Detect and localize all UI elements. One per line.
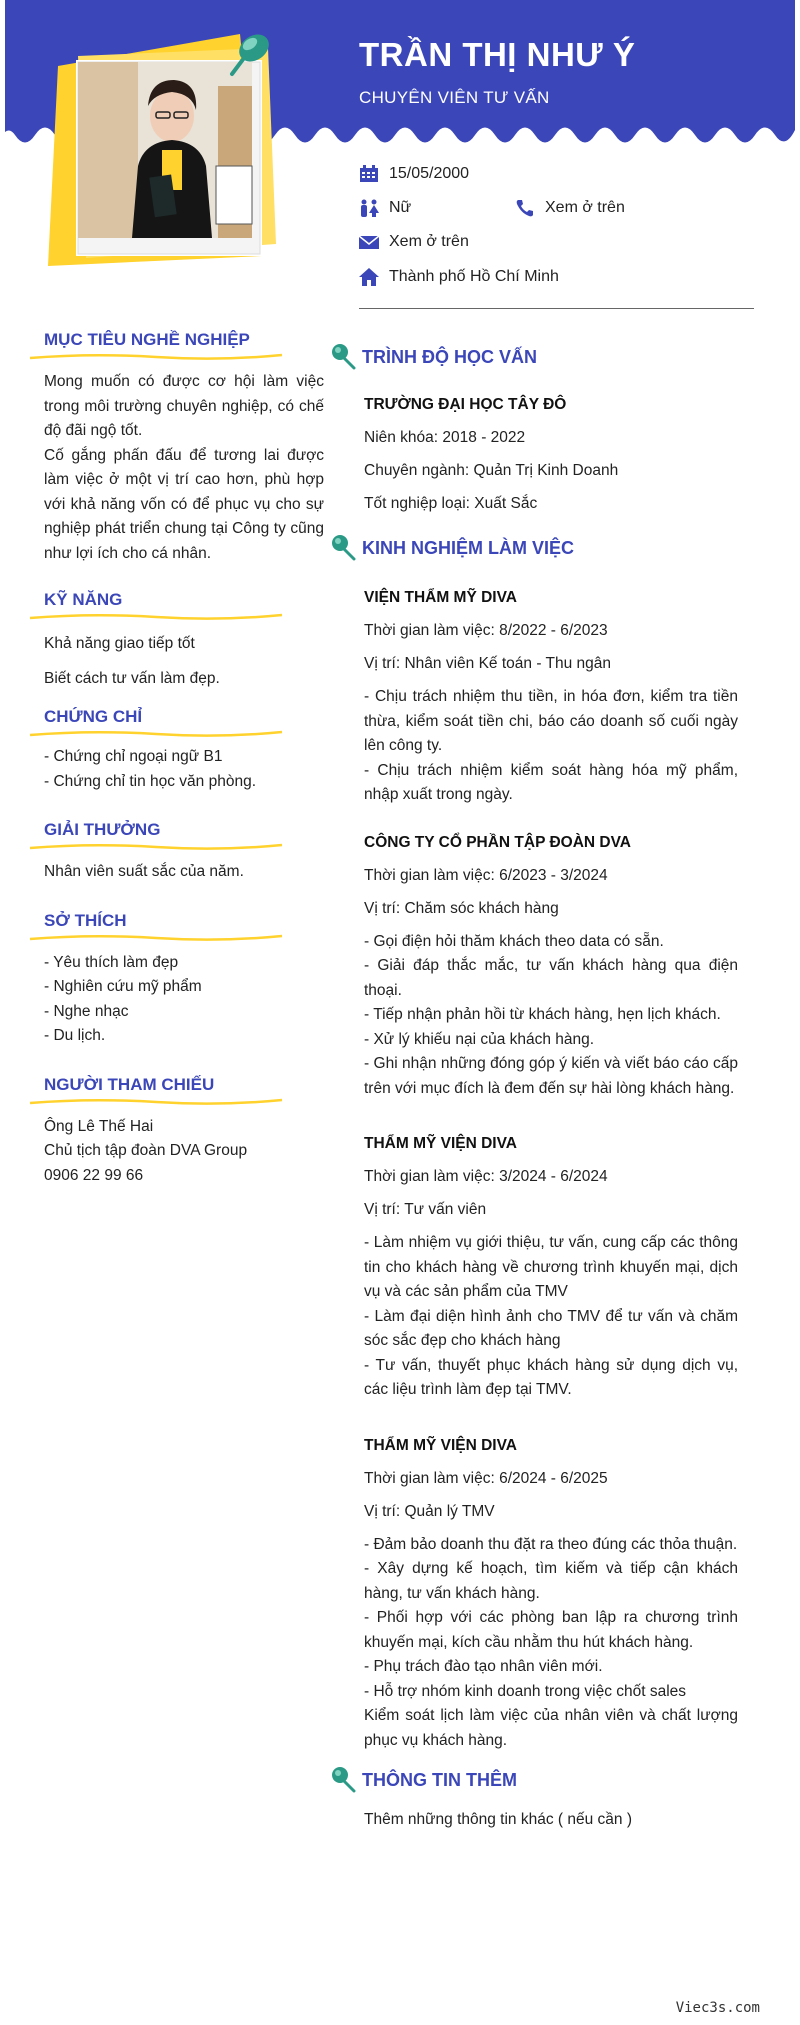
email-value: Xem ở trên — [389, 233, 469, 250]
hobby-item: - Nghe nhạc — [44, 1002, 129, 1020]
section-underline — [28, 1097, 284, 1107]
job-duty: - Gọi điện hỏi thăm khách theo data có sẵn. — [364, 932, 664, 950]
education-major: Chuyên ngành: Quản Trị Kinh Doanh — [364, 462, 619, 479]
job-duty: - Giải đáp thắc mắc, tư vấn khách hàng qua điện thoại. — [364, 957, 738, 999]
job-period: Thời gian làm việc: 3/2024 - 6/2024 — [364, 1168, 608, 1185]
job-duty: - Tiếp nhận phản hồi từ khách hàng, hẹn lịch khách. — [364, 1006, 721, 1023]
phone-icon — [515, 199, 535, 217]
job-entry — [330, 589, 740, 808]
hobbies-title: SỞ THÍCH — [44, 910, 127, 930]
job-duty: - Hỗ trợ nhóm kinh doanh trong việc chốt sales — [364, 1682, 687, 1700]
section-underline — [28, 352, 284, 362]
additional-text: Thêm những thông tin khác ( nếu cần ) — [364, 1811, 633, 1828]
address-value: Thành phố Hồ Chí Minh — [389, 268, 559, 285]
candidate-name: TRẦN THỊ NHƯ Ý — [359, 36, 636, 73]
certificates-section — [28, 707, 298, 794]
job-duty: - Làm đại diện hình ảnh cho TMV để tư vấn và chăm sóc sắc đẹp cho khách hàng — [364, 1307, 738, 1349]
references-title: NGƯỜI THAM CHIẾU — [44, 1074, 215, 1094]
objective-section — [28, 330, 324, 566]
experience-section — [330, 531, 740, 1753]
education-section — [330, 340, 740, 513]
job-period: Thời gian làm việc: 8/2022 - 6/2023 — [364, 622, 608, 639]
pin-icon — [330, 533, 356, 563]
skill-item: Khả năng giao tiếp tốt — [44, 635, 195, 652]
profile-photo-frame — [40, 26, 290, 276]
right-column — [330, 340, 740, 1829]
contact-birthday — [359, 165, 469, 183]
contact-email — [359, 233, 469, 251]
job-duty: Kiểm soát lịch làm việc của nhân viên và chất lượng phục vụ khách hàng. — [364, 1707, 738, 1749]
certificates-title: CHỨNG CHỈ — [44, 707, 143, 726]
job-duty: - Ghi nhận những đóng góp ý kiến và viết báo cáo cấp trên với mục đích là đem đến sự hài lòng khách hàng. — [364, 1055, 738, 1097]
skill-item: Biết cách tư vấn làm đẹp. — [44, 669, 220, 687]
section-underline — [28, 612, 284, 622]
hobby-item: - Yêu thích làm đẹp — [44, 953, 179, 971]
additional-section — [330, 1763, 740, 1829]
job-period: Thời gian làm việc: 6/2024 - 6/2025 — [364, 1469, 608, 1487]
reference-phone: 0906 22 99 66 — [44, 1166, 144, 1184]
references-section — [28, 1075, 298, 1189]
job-company: VIỆN THẨM MỸ DIVA — [364, 589, 517, 606]
certificate-item: - Chứng chỉ tin học văn phòng. — [44, 772, 257, 790]
job-position: Vị trí: Chăm sóc khách hàng — [364, 899, 559, 917]
hobby-item: - Du lịch. — [44, 1027, 106, 1044]
contact-address — [359, 268, 559, 286]
reference-name: Ông Lê Thế Hai — [44, 1117, 154, 1135]
home-icon — [359, 268, 379, 286]
objective-title: MỤC TIÊU NGHỀ NGHIỆP — [44, 330, 250, 349]
education-title: TRÌNH ĐỘ HỌC VẤN — [362, 346, 537, 367]
job-position: Vị trí: Tư vấn viên — [364, 1201, 487, 1218]
awards-section — [28, 820, 298, 885]
calendar-icon — [359, 165, 379, 183]
hobbies-section — [28, 911, 298, 1049]
job-entry — [330, 834, 740, 1102]
watermark: Viec3s.com — [675, 2000, 760, 2016]
gender-value: Nữ — [389, 199, 412, 216]
objective-text-1: Mong muốn có được cơ hội làm việc trong môi trường chuyên nghiệp, có chế độ đãi ngộ tốt. — [44, 373, 324, 439]
email-icon — [359, 233, 379, 251]
job-company: CÔNG TY CỔ PHẦN TẬP ĐOÀN DVA — [364, 833, 631, 851]
section-underline — [28, 933, 284, 943]
contact-gender — [359, 199, 411, 217]
left-column — [28, 330, 324, 1188]
job-company: THẨM MỸ VIỆN DIVA — [364, 1436, 517, 1454]
job-duty: - Phối hợp với các phòng ban lập ra chương trình khuyến mại, kích cầu nhằm thu hút khách hàng. — [364, 1609, 738, 1651]
skills-section — [28, 590, 298, 691]
job-period: Thời gian làm việc: 6/2023 - 3/2024 — [364, 866, 608, 884]
experience-title: KINH NGHIỆM LÀM VIỆC — [362, 537, 575, 558]
job-duty: - Tư vấn, thuyết phục khách hàng sử dụng dịch vụ, các liệu trình làm đẹp tại TMV. — [364, 1356, 738, 1398]
job-duty: - Xử lý khiếu nại của khách hàng. — [364, 1030, 595, 1048]
job-entry — [330, 1135, 740, 1403]
job-duty: - Đảm bảo doanh thu đặt ra theo đúng các thỏa thuận. — [364, 1535, 738, 1553]
skills-title: KỸ NĂNG — [44, 590, 123, 609]
job-entry — [330, 1437, 740, 1754]
certificate-item: - Chứng chỉ ngoại ngữ B1 — [44, 748, 223, 765]
contact-phone — [515, 199, 625, 217]
job-duty: - Xây dựng kế hoạch, tìm kiếm và tiếp cận khách hàng, tư vấn khách hàng. — [364, 1560, 738, 1602]
hobby-item: - Nghiên cứu mỹ phẩm — [44, 978, 202, 995]
section-underline — [28, 729, 284, 739]
pin-icon — [330, 342, 356, 372]
objective-text-2: Cố gắng phấn đấu để tương lai được làm việc ở một vị trí cao hơn, phù hợp với khả năng vốn có để phục vụ cho sự nghiệp phát triển chung tại Công ty cũng như lợi ích cho cá nhân. — [44, 446, 324, 562]
school-name: TRƯỜNG ĐẠI HỌC TÂY ĐÔ — [364, 396, 567, 413]
pin-icon — [330, 1765, 356, 1795]
phone-value: Xem ở trên — [545, 199, 625, 216]
job-duty: - Làm nhiệm vụ giới thiệu, tư vấn, cung cấp các thông tin cho khách hàng về chương trình khuyến mại, dịch vụ và các sản phẩm của TMV — [364, 1234, 738, 1300]
candidate-title: CHUYÊN VIÊN TƯ VẤN — [359, 88, 550, 107]
section-underline — [28, 842, 284, 852]
job-position: Vị trí: Nhân viên Kế toán - Thu ngân — [364, 655, 612, 672]
contact-divider — [359, 308, 754, 309]
job-duty: - Chịu trách nhiệm kiểm soát hàng hóa mỹ phẩm, nhập xuất trong ngày. — [364, 761, 738, 803]
gender-icon — [359, 199, 379, 217]
birthday-value: 15/05/2000 — [389, 165, 470, 182]
awards-title: GIẢI THƯỞNG — [44, 820, 161, 839]
job-company: THẨM MỸ VIỆN DIVA — [364, 1135, 517, 1152]
additional-title: THÔNG TIN THÊM — [362, 1769, 517, 1790]
reference-role: Chủ tịch tập đoàn DVA Group — [44, 1142, 248, 1159]
education-years: Niên khóa: 2018 - 2022 — [364, 429, 526, 446]
job-position: Vị trí: Quản lý TMV — [364, 1502, 495, 1520]
job-duty: - Phụ trách đào tạo nhân viên mới. — [364, 1658, 603, 1675]
education-grade: Tốt nghiệp loại: Xuất Sắc — [364, 495, 538, 512]
award-item: Nhân viên suất sắc của năm. — [44, 863, 244, 880]
job-duty: - Chịu trách nhiệm thu tiền, in hóa đơn, kiểm tra tiền thừa, kiểm soát tiền chi, báo cáo doanh số cuối ngày lên công ty. — [364, 688, 738, 754]
